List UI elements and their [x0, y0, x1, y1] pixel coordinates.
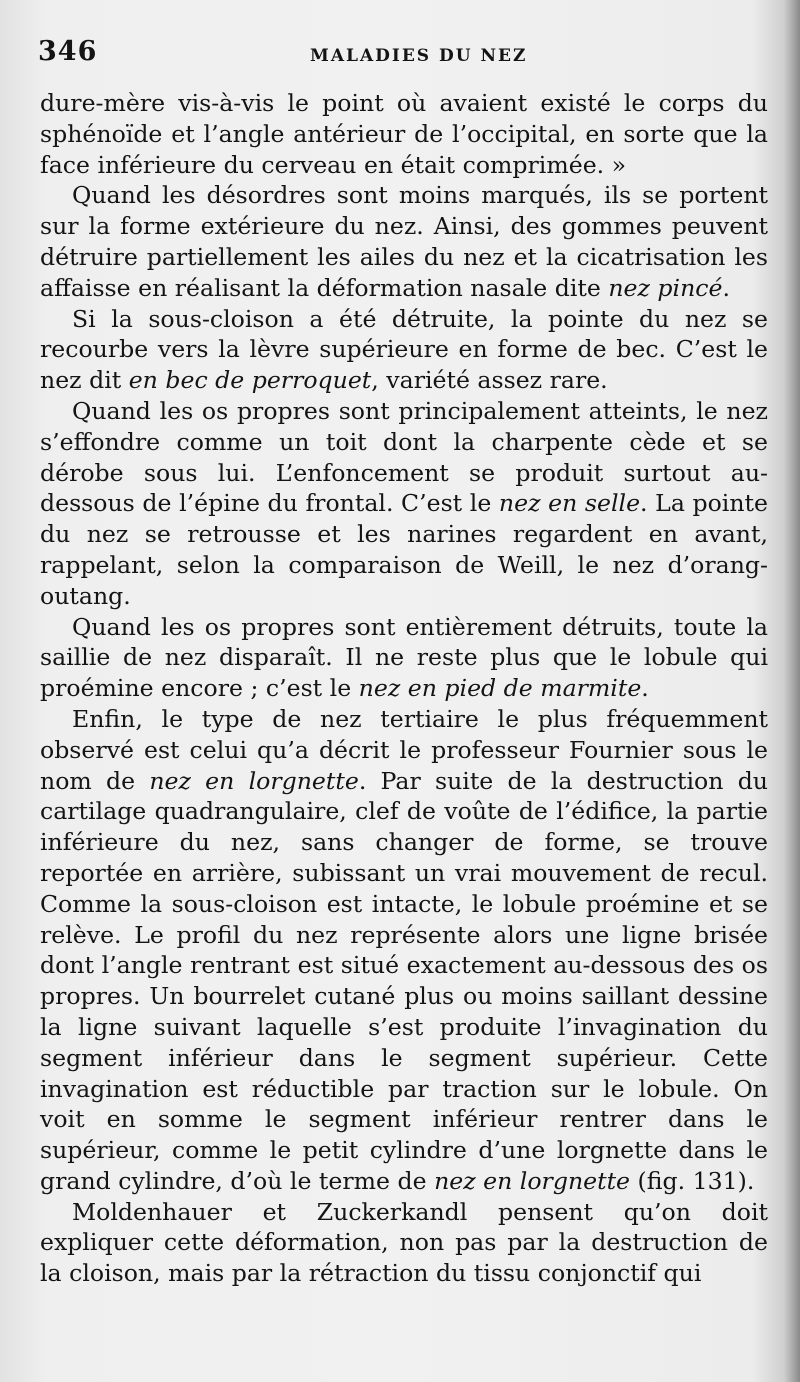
- running-title: MALADIES DU NEZ: [310, 46, 528, 66]
- text-run: .: [722, 273, 730, 302]
- text-run: , variété assez rare.: [371, 366, 608, 395]
- text-run: Enfin, le type de nez tertiaire le plus fréquemment observé est celui qu’a décrit le professeur Fournier sous le nom de: [40, 704, 768, 795]
- text-run: . La pointe du nez se retrousse et les narines regardent en avant, rappelant, selon la comparaison de Weill, le nez d’orang-outang.: [40, 489, 768, 610]
- page-header: [38, 36, 768, 76]
- text-run: . Par suite de la destruction du cartilage quadrangulaire, clef de voûte de l’édifice, la partie inférieure du nez, sans changer de forme, se trouve reportée en arrière, subissant un vrai mouvement de recul. Comme la sous-cloison est intacte, le lobule proémine et se relève. Le profil du nez représente alors une ligne brisée dont l’angle rentrant est situé exactement au-dessous des os propres. Un bourrelet cutané plus ou moins saillant dessine la ligne suivant laquelle s’est produite l’invagination du segment inférieur dans le segment supérieur. Cette invagination est réductible par traction sur le lobule. On voit en somme le segment inférieur rentrer dans le supérieur, comme le petit cylindre d’une lorgnette dans le grand cylindre, d’où le terme de: [40, 766, 769, 1195]
- text-run: (fig. 131).: [630, 1166, 755, 1195]
- italic-term: nez en lorgnette: [434, 1166, 631, 1195]
- paragraph: [40, 1197, 768, 1289]
- italic-term: nez en selle: [498, 489, 641, 518]
- italic-term: nez pincé: [608, 273, 723, 302]
- italic-term: nez en lorgnette: [149, 766, 359, 795]
- text-run: dure-mère vis-à-vis le point où avaient existé le corps du sphénoïde et l’angle antérieur de l’occipital, en sorte que la face inférieure du cerveau en était comprimée. »: [40, 89, 768, 179]
- paragraph: [40, 612, 768, 704]
- paragraph: [40, 88, 768, 180]
- text-run: Quand les désordres sont moins marqués, ils se portent sur la forme extérieure du nez. Ainsi, des gommes peuvent détruire partiellement les ailes du nez et la cicatrisation les affaisse en réalisant la déformation nasale dite: [40, 181, 768, 302]
- text-run: Moldenhauer et Zuckerkandl pensent qu’on doit expliquer cette déformation, non pas par la destruction de la cloison, mais par la rétraction du tissu conjonctif qui: [40, 1197, 768, 1288]
- italic-term: nez en pied de marmite: [358, 674, 642, 703]
- paragraph: [40, 704, 768, 1197]
- text-run: .: [641, 674, 649, 703]
- text-run: Quand les os propres sont principalement atteints, le nez s’effondre comme un toit dont la charpente cède et se dérobe sous lui. L’enfoncement se produit surtout au-dessous de l’épine du frontal. C’est le: [40, 396, 768, 518]
- paragraph: [40, 304, 768, 396]
- text-run: Si la sous-cloison a été détruite, la pointe du nez se recourbe vers la lèvre supérieure en forme de bec. C’est le nez dit: [40, 304, 768, 395]
- text-run: Quand les os propres sont entièrement détruits, toute la saillie de nez disparaît. Il ne reste plus que le lobule qui proémine encore ; c’est le: [40, 612, 768, 703]
- italic-term: en bec de perroquet: [128, 366, 372, 395]
- body-text: [40, 88, 768, 1289]
- paragraph: [40, 180, 768, 303]
- paragraph: [40, 396, 768, 612]
- page-number: 346: [38, 36, 98, 67]
